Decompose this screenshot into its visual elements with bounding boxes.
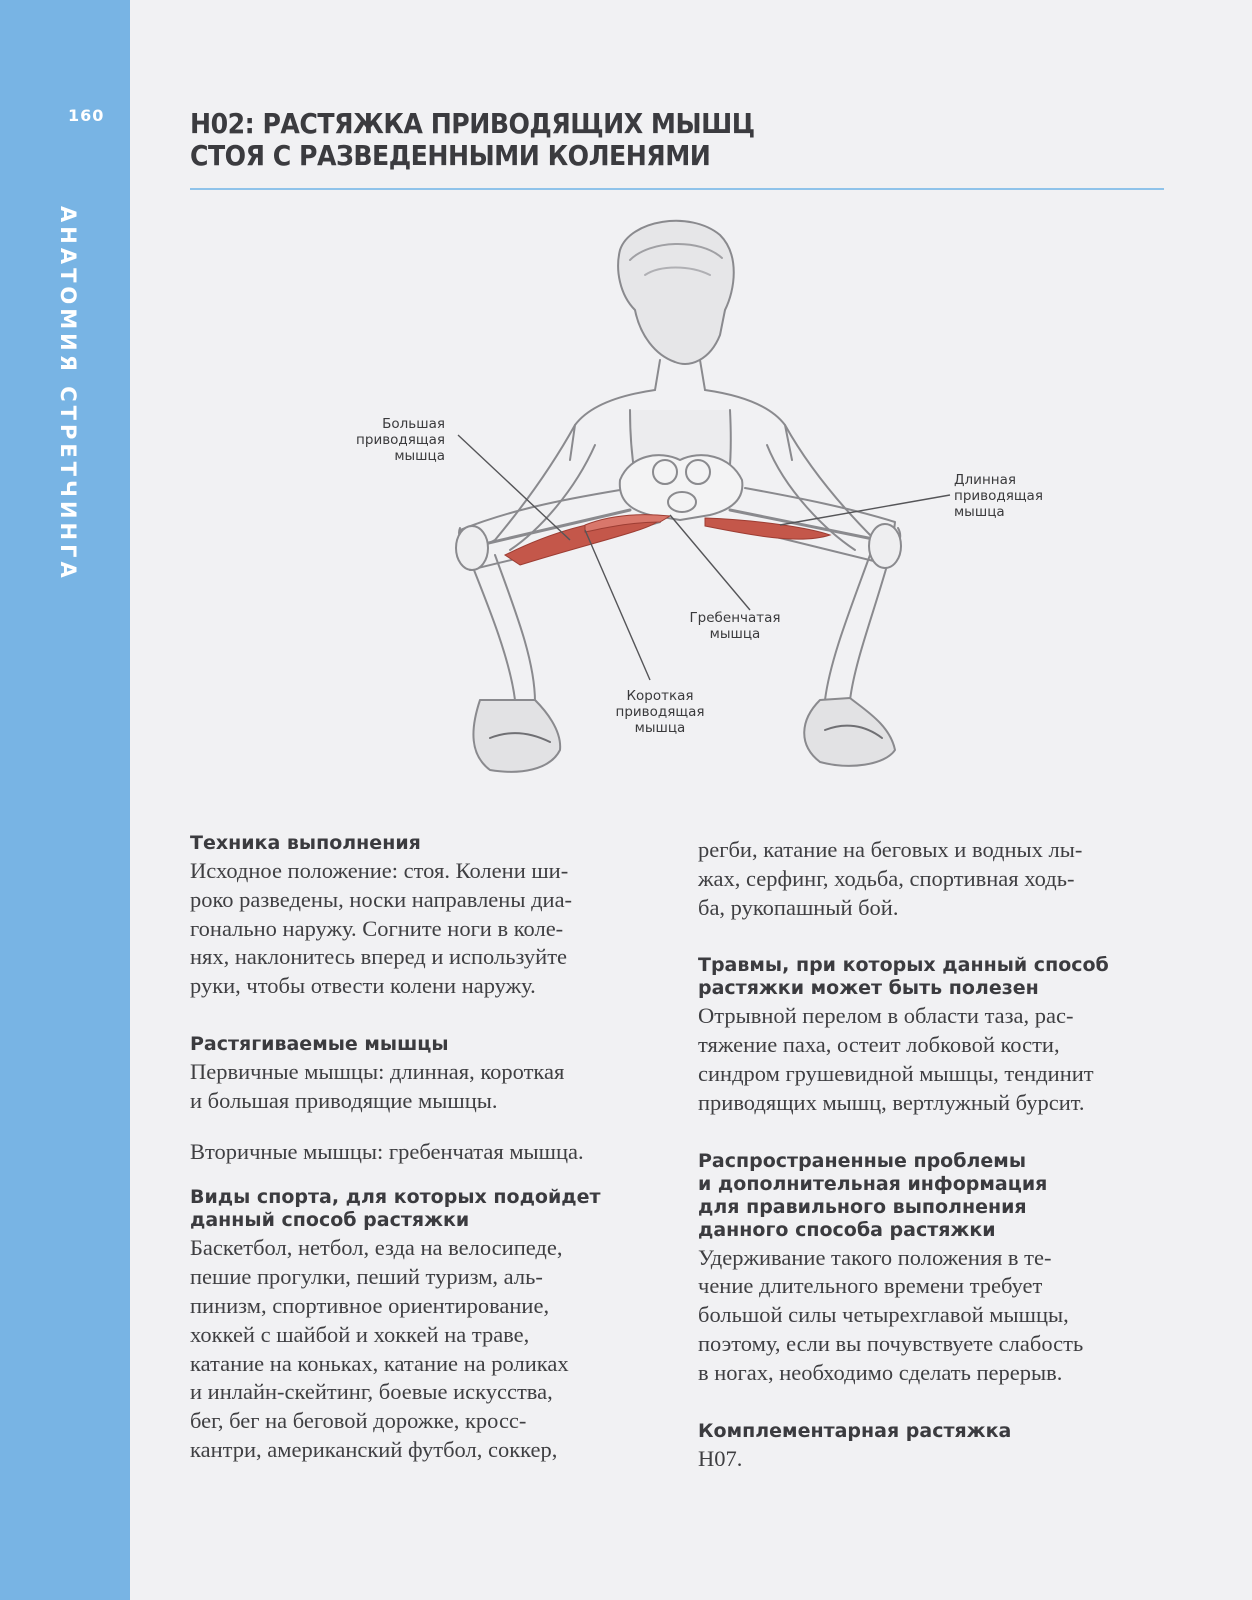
title-divider <box>190 188 1164 190</box>
label-adductor-magnus <box>330 416 445 464</box>
text-line: бег, бег на беговой дорожке, кросс- <box>190 1408 527 1434</box>
sidebar-section-title: АНАТОМИЯ СТРЕТЧИНГА <box>56 206 80 582</box>
text-line: Удерживание такого положения в те- <box>698 1244 1052 1270</box>
label-adductor-longus <box>954 472 1043 520</box>
secondary-muscles-text <box>190 1138 660 1167</box>
injuries-text <box>698 1002 1168 1117</box>
label-line: приводящая <box>954 488 1043 504</box>
text-line: пешие прогулки, пеший туризм, аль- <box>190 1264 543 1290</box>
label-line: Длинная <box>954 472 1016 488</box>
text-line: Исходное положение: стоя. Колени ши- <box>190 858 569 883</box>
heading-muscles: Растягиваемые мышцы <box>190 1032 449 1055</box>
text-line: катание на коньках, катание на роликах <box>190 1350 569 1376</box>
heading-line: данный способ растяжки <box>190 1209 470 1232</box>
label-line: Гребенчатая <box>689 610 781 626</box>
label-line: приводящая <box>615 704 705 720</box>
primary-muscles-text <box>190 1058 660 1116</box>
text-line: и большая приводящие мышцы. <box>190 1087 498 1113</box>
label-adductor-brevis <box>595 688 725 736</box>
label-line: Короткая <box>626 688 694 704</box>
text-line: регби, катание на беговых и водных лы- <box>698 837 1083 862</box>
heading-line: Распространенные проблемы <box>698 1149 1027 1172</box>
label-pectineus <box>670 610 800 642</box>
text-line: большой силы четырехглавой мышцы, <box>698 1302 1069 1328</box>
text-line: ба, рукопашный бой. <box>698 894 899 920</box>
heading-problems <box>698 1150 1168 1242</box>
heading-line: для правильного выполнения <box>698 1195 1027 1218</box>
adductor-muscles <box>505 515 830 565</box>
text-line: тяжение паха, остеит лобковой кости, <box>698 1032 1060 1058</box>
text-line: Вторичные мышцы: гребенчатая мышца. <box>190 1138 584 1164</box>
sports-text-continued <box>698 836 1168 922</box>
text-line: Отрывной перелом в области таза, рас- <box>698 1003 1074 1029</box>
complementary-text <box>698 1445 1168 1474</box>
sports-text <box>190 1234 660 1464</box>
heading-line: и дополнительная информация <box>698 1172 1048 1195</box>
text-line: пинизм, спортивное ориентирование, <box>190 1292 550 1318</box>
heading-complementary: Комплементарная растяжка <box>698 1419 1012 1442</box>
heading-line: растяжки может быть полезен <box>698 977 1039 1000</box>
text-line: нях, наклонитесь вперед и используйте <box>190 944 568 970</box>
text-line: руки, чтобы отвести колени наружу. <box>190 973 536 999</box>
heading-sports <box>190 1186 660 1232</box>
anatomy-illustration <box>330 210 1090 810</box>
technique-text <box>190 857 660 1001</box>
text-line: гонально наружу. Согните ноги в коле- <box>190 915 564 941</box>
text-line: приводящих мышц, вертлужный бурсит. <box>698 1089 1085 1115</box>
left-column <box>190 832 660 1465</box>
text-line: поэтому, если вы почувствуете слабость <box>698 1330 1084 1356</box>
title-line: СТОЯ С РАЗВЕДЕННЫМИ КОЛЕНЯМИ <box>190 139 711 172</box>
text-line: в ногах, необходимо сделать перерыв. <box>698 1359 1063 1385</box>
label-line: Большая <box>382 416 445 432</box>
text-line: роко разведены, носки направлены диа- <box>190 886 573 912</box>
text-line: чение длительного времени требует <box>698 1273 1043 1299</box>
label-line: приводящая <box>356 432 445 448</box>
problems-text <box>698 1244 1168 1388</box>
page-number: 160 <box>68 106 105 125</box>
heading-line: Виды спорта, для которых подойдет <box>190 1186 601 1209</box>
label-line: мышца <box>634 720 686 736</box>
heading-line: данного способа растяжки <box>698 1218 996 1241</box>
label-line: мышца <box>394 448 445 464</box>
label-line: мышца <box>709 626 761 642</box>
text-line: синдром грушевидной мышцы, тендинит <box>698 1060 1094 1086</box>
heading-injuries <box>698 954 1168 1000</box>
right-column <box>698 836 1168 1473</box>
text-line: H07. <box>698 1445 743 1471</box>
text-line: и инлайн-скейтинг, боевые искусства, <box>190 1379 553 1405</box>
text-line: кантри, американский футбол, соккер, <box>190 1436 558 1462</box>
text-line: жах, серфинг, ходьба, спортивная ходь- <box>698 865 1075 891</box>
heading-line: Травмы, при которых данный способ <box>698 954 1109 977</box>
title-line: H02: РАСТЯЖКА ПРИВОДЯЩИХ МЫШЦ <box>190 107 755 140</box>
label-line: мышца <box>954 504 1005 520</box>
page-title <box>190 108 1090 172</box>
heading-technique: Техника выполнения <box>190 832 421 854</box>
text-line: Баскетбол, нетбол, езда на велосипеде, <box>190 1235 563 1261</box>
text-line: Первичные мышцы: длинная, короткая <box>190 1058 565 1084</box>
text-line: хоккей с шайбой и хоккей на траве, <box>190 1321 530 1347</box>
